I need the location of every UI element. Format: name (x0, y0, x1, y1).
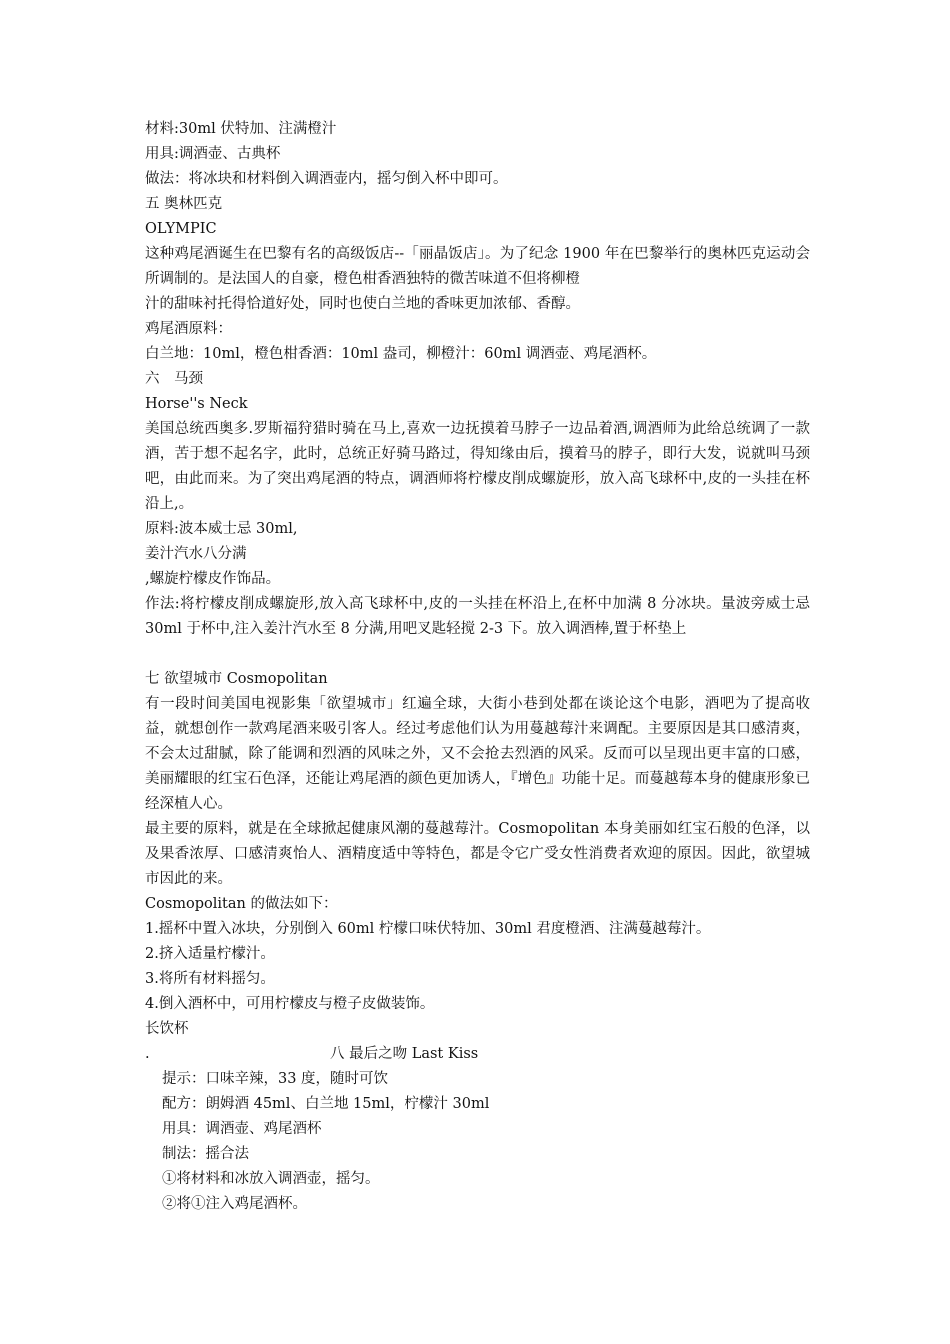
screwdriver-materials: 材料:30ml 伏特加、注满橙汁 (145, 121, 337, 137)
last-kiss-recipe: 配方：朗姆酒 45ml、白兰地 15ml，柠檬汁 30ml (162, 1096, 490, 1112)
olympic-ingredients: 白兰地：10ml，橙色柑香酒：10ml 盎司，柳橙汁：60ml 调酒壶、鸡尾酒杯。 (145, 346, 657, 362)
horse-neck-english-title: Horse''s Neck (145, 396, 248, 412)
cosmopolitan-glass: 长饮杯 (145, 1021, 189, 1037)
horse-neck-ingredient-2: 姜汁汽水八分满 (145, 546, 247, 562)
last-kiss-method: 制法：摇合法 (162, 1146, 249, 1162)
last-kiss-tools: 用具：调酒壶、鸡尾酒杯 (162, 1121, 322, 1137)
last-kiss-tip: 提示：口味辛辣，33 度，随时可饮 (162, 1071, 389, 1087)
last-kiss-bullet-dot: . (145, 1046, 150, 1062)
cosmopolitan-step-1: 1.摇杯中置入冰块，分别倒入 60ml 柠檬口味伏特加、30ml 君度橙酒、注满蔓越莓汁。 (145, 921, 711, 937)
horse-neck-heading: 六 马颈 (145, 371, 203, 387)
olympic-english-title: OLYMPIC (145, 221, 217, 237)
cosmopolitan-main-ingredient: 最主要的原料，就是在全球掀起健康风潮的蔓越莓汁。Cosmopolitan 本身美丽如红宝石般的色泽，以及果香浓厚、口感清爽怡人、酒精度适中等特色，都是令它广受女性消费者欢迎的原因。因此，欲望城市因此的来。 (145, 821, 810, 887)
screwdriver-method: 做法：将冰块和材料倒入调酒壶内，摇匀倒入杯中即可。 (145, 171, 508, 187)
cosmopolitan-heading: 七 欲望城市 Cosmopolitan (145, 671, 328, 687)
olympic-ingredients-label: 鸡尾酒原料： (145, 321, 232, 337)
cosmopolitan-step-3: 3.将所有材料摇匀。 (145, 971, 275, 987)
horse-neck-method: 作法:将柠檬皮削成螺旋形,放入高飞球杯中,皮的一头挂在杯沿上,在杯中加满 8 分冰块。量波旁威士忌 30ml 于杯中,注入姜汁汽水至 8 分满,用吧叉匙轻搅 2-3 下。放入调酒棒,置于杯垫上 (145, 596, 810, 637)
last-kiss-step-1: ①将材料和冰放入调酒壶，摇匀。 (162, 1171, 380, 1187)
olympic-heading: 五 奥林匹克 (145, 196, 223, 212)
last-kiss-step-2: ②将①注入鸡尾酒杯。 (162, 1196, 307, 1212)
cosmopolitan-story: 有一段时间美国电视影集「欲望城市」红遍全球，大街小巷到处都在谈论这个电影，酒吧为了提高收益，就想创作一款鸡尾酒来吸引客人。经过考虑他们认为用蔓越莓汁来调配。主要原因是其口感清爽，不会太过甜腻，除了能调和烈酒的风味之外，又不会抢去烈酒的风采。反而可以呈现出更丰富的口感，美丽耀眼的红宝石色泽，还能让鸡尾酒的颜色更加诱人，『增色』功能十足。而蔓越莓本身的健康形象已经深植人心。 (145, 696, 810, 812)
cosmopolitan-method-label: Cosmopolitan 的做法如下： (145, 896, 338, 912)
horse-neck-ingredient-3: ,螺旋柠檬皮作饰品。 (145, 571, 281, 587)
cosmopolitan-step-2: 2.挤入适量柠檬汁。 (145, 946, 275, 962)
cosmopolitan-step-4: 4.倒入酒杯中，可用柠檬皮与橙子皮做装饰。 (145, 996, 435, 1012)
olympic-intro-cont: 汁的甜味衬托得恰道好处，同时也使白兰地的香味更加浓郁、香醇。 (145, 296, 580, 312)
screwdriver-tools: 用具:调酒壶、古典杯 (145, 146, 281, 162)
horse-neck-ingredient-1: 原料:波本威士忌 30ml, (145, 521, 298, 537)
horse-neck-story: 美国总统西奥多.罗斯福狩猎时骑在马上,喜欢一边抚摸着马脖子一边品着酒,调酒师为此给总统调了一款酒，苦于想不起名字，此时，总统正好骑马路过，得知缘由后，摸着马的脖子，即行大发，说就叫马颈吧，由此而来。为了突出鸡尾酒的特点，调酒师将柠檬皮削成螺旋形，放入高飞球杯中,皮的一头挂在杯沿上,。 (145, 421, 810, 512)
olympic-intro: 这种鸡尾酒诞生在巴黎有名的高级饭店--「丽晶饭店」。为了纪念 1900 年在巴黎举行的奥林匹克运动会所调制的。是法国人的自豪，橙色柑香酒独特的微苦味道不但将柳橙 (145, 246, 810, 287)
last-kiss-heading: 八 最后之吻 Last Kiss (330, 1046, 479, 1062)
